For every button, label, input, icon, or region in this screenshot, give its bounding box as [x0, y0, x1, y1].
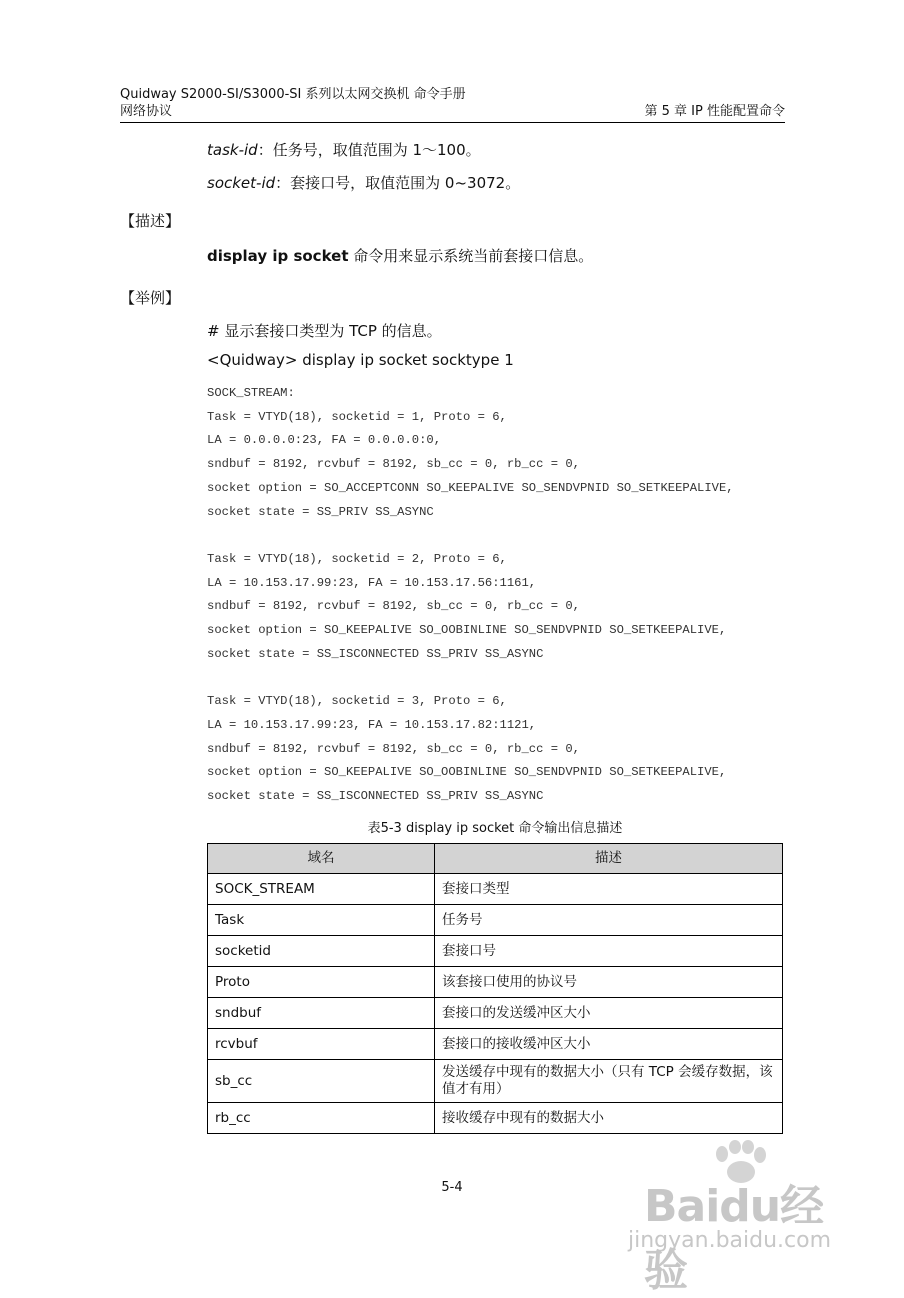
- code-line: LA = 10.153.17.99:23, FA = 10.153.17.56:1161,: [207, 575, 537, 590]
- column-header-field: 域名: [208, 844, 435, 874]
- param-desc: ：任务号，取值范围为 1～100。: [257, 141, 481, 159]
- field-cell: socketid: [208, 936, 435, 967]
- field-cell: Proto: [208, 967, 435, 998]
- code-line: Task = VTYD(18), socketid = 1, Proto = 6,: [207, 409, 507, 424]
- field-cell: sb_cc: [208, 1060, 435, 1103]
- description-cell: 套接口号: [435, 936, 783, 967]
- code-line: sndbuf = 8192, rcvbuf = 8192, sb_cc = 0, rb_cc = 0,: [207, 741, 580, 756]
- description-cell: 任务号: [435, 905, 783, 936]
- watermark-url: jingyan.baidu.com: [628, 1228, 832, 1253]
- header-chapter: 第 5 章 IP 性能配置命令: [644, 104, 785, 119]
- param-name: socket-id: [207, 174, 276, 192]
- section-heading-example: 【举例】: [120, 289, 181, 307]
- field-cell: Task: [208, 905, 435, 936]
- field-cell: rb_cc: [208, 1103, 435, 1134]
- table-row: [208, 1060, 783, 1103]
- description-cell: 发送缓存中现有的数据大小（只有 TCP 会缓存数据，该值才有用）: [435, 1060, 783, 1103]
- header-rule: [120, 122, 785, 123]
- param-task-id: [207, 140, 481, 160]
- code-line: SOCK_STREAM:: [207, 386, 295, 400]
- field-cell: sndbuf: [208, 998, 435, 1029]
- description-cell: 接收缓存中现有的数据大小: [435, 1103, 783, 1134]
- description-paragraph: [207, 246, 593, 266]
- page-number: 5-4: [441, 1180, 463, 1195]
- code-line: LA = 0.0.0.0:23, FA = 0.0.0.0:0,: [207, 433, 442, 448]
- code-line: socket option = SO_KEEPALIVE SO_OOBINLINE SO_SENDVPNID SO_SETKEEPALIVE,: [207, 765, 727, 780]
- code-line: Task = VTYD(18), socketid = 2, Proto = 6,: [207, 551, 507, 566]
- description-cell: 套接口的接收缓冲区大小: [435, 1029, 783, 1060]
- code-line: Task = VTYD(18), socketid = 3, Proto = 6,: [207, 694, 507, 709]
- command-name: display ip socket: [207, 247, 349, 265]
- example-comment: # 显示套接口类型为 TCP 的信息。: [207, 322, 442, 340]
- code-line: socket state = SS_PRIV SS_ASYNC: [207, 504, 434, 519]
- code-line: LA = 10.153.17.99:23, FA = 10.153.17.82:1121,: [207, 717, 537, 732]
- table-row: [208, 905, 783, 936]
- description-cell: 该套接口使用的协议号: [435, 967, 783, 998]
- table-header-row: [208, 844, 783, 874]
- header-section: 网络协议: [120, 104, 173, 119]
- field-cell: SOCK_STREAM: [208, 874, 435, 905]
- code-line: sndbuf = 8192, rcvbuf = 8192, sb_cc = 0, rb_cc = 0,: [207, 457, 580, 472]
- table-row: [208, 998, 783, 1029]
- section-heading-describe: 【描述】: [120, 212, 181, 230]
- description-cell: 套接口类型: [435, 874, 783, 905]
- table-row: [208, 1103, 783, 1134]
- header-subline: [120, 104, 785, 120]
- description-text: 命令用来显示系统当前套接口信息。: [348, 247, 594, 265]
- code-line: socket option = SO_KEEPALIVE SO_OOBINLINE SO_SENDVPNID SO_SETKEEPALIVE,: [207, 623, 727, 638]
- code-line: [207, 524, 734, 548]
- code-line: socket state = SS_ISCONNECTED SS_PRIV SS_ASYNC: [207, 646, 544, 661]
- table-row: [208, 967, 783, 998]
- param-desc: ：套接口号，取值范围为 0~3072。: [275, 174, 521, 192]
- baidu-watermark: [622, 1140, 852, 1296]
- table-row: [208, 1029, 783, 1060]
- code-line: socket option = SO_ACCEPTCONN SO_KEEPALIVE SO_SENDVPNID SO_SETKEEPALIVE,: [207, 480, 734, 495]
- example-command: <Quidway> display ip socket socktype 1: [207, 351, 514, 369]
- header-title: Quidway S2000-SI/S3000-SI 系列以太网交换机 命令手册: [120, 87, 466, 102]
- table-row: [208, 874, 783, 905]
- command-output: [207, 382, 734, 809]
- table-row: [208, 936, 783, 967]
- output-description-table: [207, 843, 783, 1134]
- param-name: task-id: [207, 141, 258, 159]
- code-line: sndbuf = 8192, rcvbuf = 8192, sb_cc = 0, rb_cc = 0,: [207, 599, 580, 614]
- field-cell: rcvbuf: [208, 1029, 435, 1060]
- param-socket-id: [207, 173, 520, 193]
- column-header-description: 描述: [435, 844, 783, 874]
- watermark-logo: Baidu经验: [644, 1181, 824, 1296]
- table-caption: 表5-3 display ip socket 命令输出信息描述: [367, 821, 623, 836]
- description-cell: 套接口的发送缓冲区大小: [435, 998, 783, 1029]
- code-line: [207, 666, 734, 690]
- code-line: socket state = SS_ISCONNECTED SS_PRIV SS_ASYNC: [207, 788, 544, 803]
